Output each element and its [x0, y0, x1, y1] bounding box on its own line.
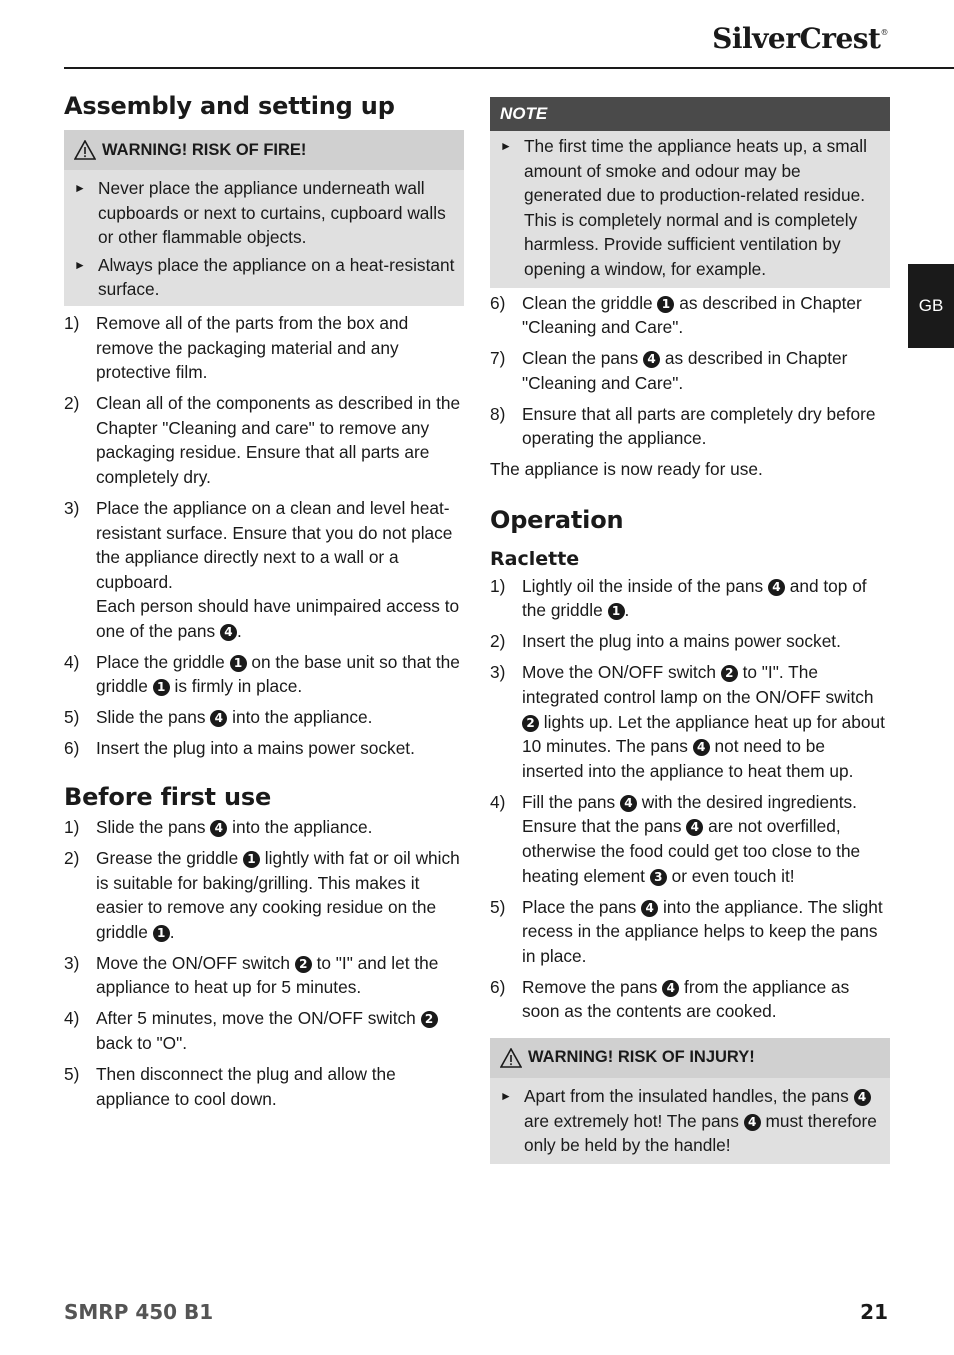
- arrow-icon: ►: [74, 181, 86, 195]
- assembly-title: Assembly and setting up: [64, 92, 395, 120]
- callout-number: 1: [230, 655, 247, 672]
- header-rule: [64, 67, 954, 69]
- list-item: 7) Clean the pans 4 as described in Chapter "Cleaning and Care".: [490, 348, 848, 393]
- warning-bullet: ► Apart from the insulated handles, the pans 4 are extremely hot! The pans 4 must therefore only be held by the handle!: [490, 1078, 890, 1158]
- callout-number: 2: [295, 956, 312, 973]
- list-item: 5) Then disconnect the plug and allow the appliance to cool down.: [64, 1063, 396, 1109]
- list-item: 4) After 5 minutes, move the ON/OFF switch 2 back to "O".: [64, 1006, 464, 1055]
- warning-triangle-icon: [74, 140, 96, 160]
- callout-number: 3: [650, 869, 667, 886]
- fire-warning-header: WARNING! RISK OF FIRE!: [64, 130, 464, 170]
- fire-warning-box: [64, 130, 464, 306]
- note-header: NOTE: [490, 97, 890, 131]
- list-item: 1) Lightly oil the inside of the pans 4 and top of the griddle 1 .: [490, 575, 867, 621]
- arrow-icon: ►: [74, 257, 86, 272]
- page-number: 21: [860, 1300, 888, 1324]
- operation-title: Operation: [490, 505, 624, 534]
- list-item: 3) Move the ON/OFF switch 2 to "I". The integrated control lamp on the ON/OFF switch 2 lights up. Let the appliance heat up for about 10 minutes. The pans 4 not need to be inserted into the appliance to heat them up.: [490, 662, 885, 781]
- callout-number: 4: [643, 351, 660, 368]
- list-item: 4) Fill the pans 4 with the desired ingredients. Ensure that the pans 4 are not overfilled, otherwise the food could get too close to the heating element 3 or even touch it!: [490, 791, 861, 886]
- note-box: [490, 97, 890, 288]
- arrow-icon: ►: [500, 139, 512, 153]
- callout-number: 4: [686, 819, 703, 836]
- callout-number: 1: [243, 851, 260, 868]
- model-number: SMRP 450 B1: [64, 1300, 214, 1324]
- warning-bullet: ► Never place the appliance underneath wall cupboards or next to curtains, cupboard walls or other flammable objects.: [64, 176, 464, 250]
- assembly-steps: [64, 311, 464, 761]
- callout-number: 4: [620, 795, 637, 812]
- list-item: 4) Place the griddle 1 on the base unit so that the griddle 1 is firmly in place.: [64, 651, 460, 697]
- brand-logo: SilverCrest®: [712, 22, 888, 55]
- list-item: 6) Insert the plug into a mains power socket.: [64, 738, 415, 759]
- warning-bullet: ► Always place the appliance on a heat-resistant surface.: [64, 253, 464, 302]
- list-item: 2) Grease the griddle 1 lightly with fat or oil which is suitable for baking/grilling. This makes it easier to remove any cooking residue on the griddle 1 .: [64, 848, 460, 942]
- injury-warning-box: [490, 1038, 890, 1164]
- callout-number: 1: [608, 603, 625, 620]
- list-item: 5) Slide the pans 4 into the appliance.: [64, 707, 373, 728]
- callout-number: 4: [641, 900, 658, 917]
- callout-number: 4: [220, 624, 237, 641]
- list-item: 1) Remove all of the parts from the box and remove the packaging material and any protective film.: [64, 312, 409, 383]
- list-item: 1) Slide the pans 4 into the appliance.: [64, 817, 373, 838]
- warning-triangle-icon: [500, 1048, 522, 1068]
- callout-number: 1: [153, 679, 170, 696]
- assembly-continued-steps: [490, 291, 890, 451]
- list-item: 2) Clean all of the components as described in the Chapter "Cleaning and care" to remove any packaging residue. Ensure that all parts are completely dry.: [64, 393, 461, 487]
- callout-number: 4: [693, 739, 710, 756]
- note-bullet: ► The first time the appliance heats up, a small amount of smoke and odour may be generated due to production-related residue. This is completely normal and is completely harmless. Provide sufficient ventilation by opening a window, for example.: [490, 131, 890, 282]
- right-column: [490, 97, 890, 1164]
- callout-number: 4: [662, 980, 679, 997]
- callout-number: 4: [210, 710, 227, 727]
- callout-number: 4: [744, 1114, 761, 1131]
- callout-number: 4: [854, 1089, 871, 1106]
- raclette-subtitle: Raclette: [490, 547, 580, 570]
- list-item: 6) Clean the griddle 1 as described in Chapter "Cleaning and Care".: [490, 292, 862, 338]
- callout-number: 2: [721, 665, 738, 682]
- ready-text: The appliance is now ready for use.: [490, 459, 763, 480]
- callout-number: 1: [153, 925, 170, 942]
- before-first-use-title: Before first use: [64, 783, 272, 812]
- list-item: 3) Move the ON/OFF switch 2 to "I" and let the appliance to heat up for 5 minutes.: [64, 952, 439, 998]
- before-steps: [64, 815, 464, 1111]
- list-item: 2) Insert the plug into a mains power socket.: [490, 631, 841, 652]
- list-item: 5) Place the pans 4 into the appliance. The slight recess in the appliance helps to keep the pans in place.: [490, 896, 883, 966]
- callout-number: 4: [768, 579, 785, 596]
- arrow-icon: ►: [500, 1088, 512, 1103]
- list-item: 8) Ensure that all parts are completely dry before operating the appliance.: [490, 403, 876, 449]
- language-tab: GB: [908, 264, 954, 348]
- callout-number: 2: [421, 1011, 438, 1028]
- callout-number: 4: [210, 820, 227, 837]
- list-item: 6) Remove the pans 4 from the appliance as soon as the contents are cooked.: [490, 976, 850, 1022]
- list-item: 3) Place the appliance on a clean and level heat-resistant surface. Ensure that you do not place the appliance directly next to a wall or a cupboard. Each person should have unimpaired access to one of the pans 4 .: [64, 497, 460, 641]
- callout-number: 2: [522, 715, 539, 732]
- callout-number: 1: [657, 296, 674, 313]
- operation-steps: [490, 574, 890, 1024]
- injury-warning-header: WARNING! RISK OF INJURY!: [490, 1038, 890, 1078]
- left-column: [64, 90, 464, 1118]
